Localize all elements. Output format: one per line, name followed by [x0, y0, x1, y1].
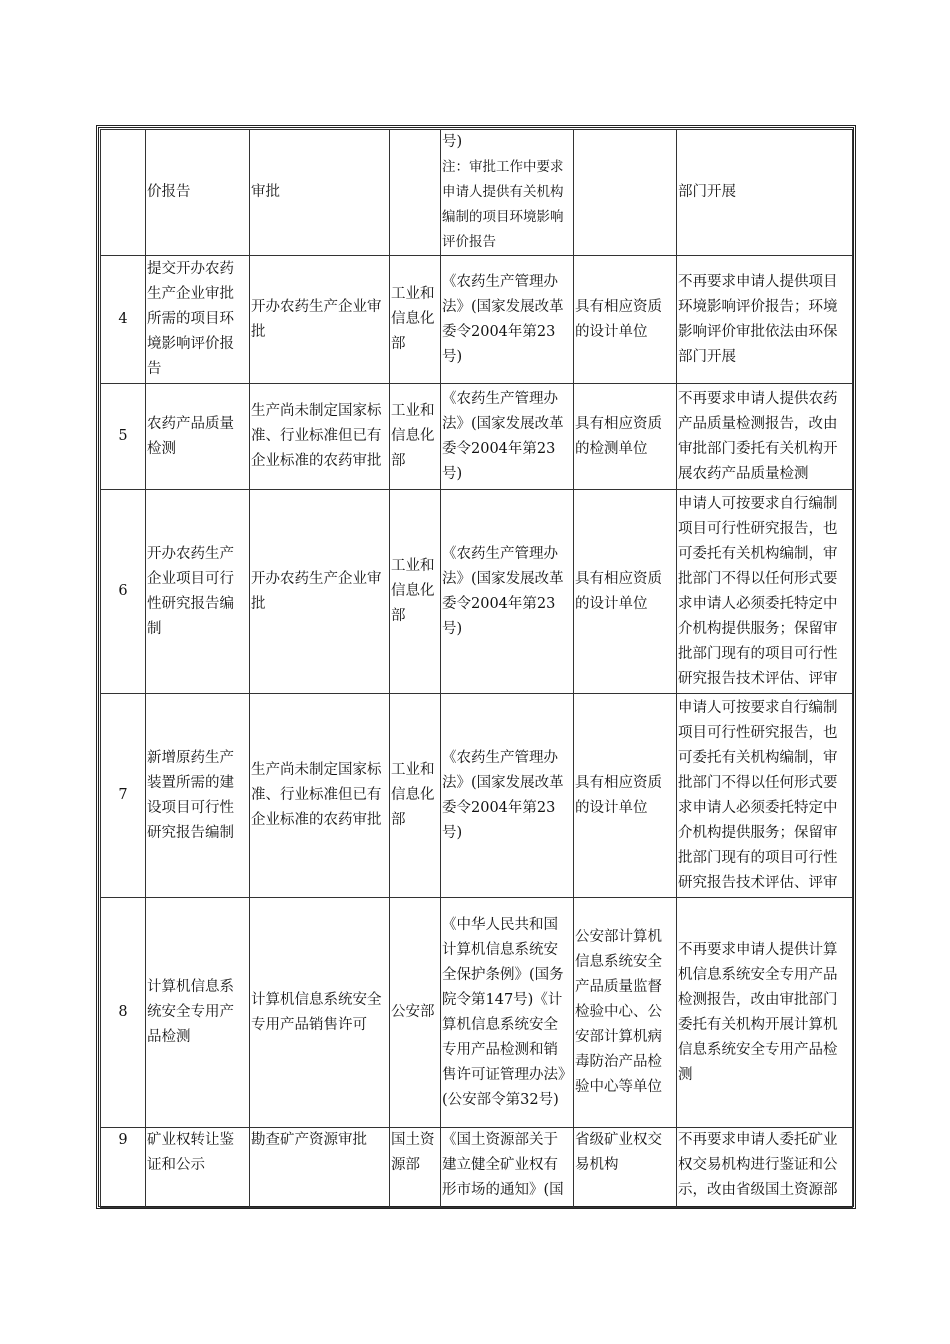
basis-cell: 《中华人民共和国计算机信息系统安全保护条例》(国务院令第147号)《计算机信息系统安全专用产品检测和销售许可证管理办法》(公安部令第32号) — [441, 898, 574, 1128]
item-cell: 农药产品质量检测 — [146, 384, 250, 490]
row-number: 7 — [101, 694, 146, 898]
approval-cell: 生产尚未制定国家标准、行业标准但已有企业标准的农药审批 — [250, 384, 390, 490]
item-cell: 开办农药生产企业项目可行性研究报告编制 — [146, 490, 250, 694]
org-cell: 具有相应资质的检测单位 — [574, 384, 677, 490]
measure-cell: 申请人可按要求自行编制项目可行性研究报告，也可委托有关机构编制，审批部门不得以任何形式要求申请人必须委托特定中介机构提供服务；保留审批部门现有的项目可行性研究报告技术评估、评审 — [677, 490, 853, 694]
measure-cell: 申请人可按要求自行编制项目可行性研究报告，也可委托有关机构编制，审批部门不得以任何形式要求申请人必须委托特定中介机构提供服务；保留审批部门现有的项目可行性研究报告技术评估、评审 — [677, 694, 853, 898]
item-cell: 矿业权转让鉴证和公示 — [146, 1128, 250, 1208]
dept-cell: 公安部 — [390, 898, 441, 1128]
dept-cell: 工业和信息化部 — [390, 384, 441, 490]
table-row — [101, 1128, 853, 1208]
org-cell: 省级矿业权交易机构 — [574, 1128, 677, 1208]
table-row — [101, 130, 853, 256]
measure-cell: 不再要求申请人委托矿业权交易机构进行鉴证和公示，改由省级国土资源部 — [677, 1128, 853, 1208]
table-row — [101, 384, 853, 490]
measure-cell: 不再要求申请人提供项目环境影响评价报告；环境影响评价审批依法由环保部门开展 — [677, 256, 853, 384]
approval-cell: 开办农药生产企业审批 — [250, 256, 390, 384]
basis-cell: 《农药生产管理办法》(国家发展改革委令2004年第23号) — [441, 490, 574, 694]
org-cell: 具有相应资质的设计单位 — [574, 490, 677, 694]
table-row — [101, 898, 853, 1128]
approval-cell: 生产尚未制定国家标准、行业标准但已有企业标准的农药审批 — [250, 694, 390, 898]
dept-cell: 工业和信息化部 — [390, 694, 441, 898]
item-cell: 计算机信息系统安全专用产品检测 — [146, 898, 250, 1128]
basis-cell: 《农药生产管理办法》(国家发展改革委令2004年第23号) — [441, 384, 574, 490]
row-number: 9 — [101, 1128, 146, 1208]
org-cell: 具有相应资质的设计单位 — [574, 256, 677, 384]
measure-cell: 不再要求申请人提供农药产品质量检测报告，改由审批部门委托有关机构开展农药产品质量检测 — [677, 384, 853, 490]
dept-cell: 国土资源部 — [390, 1128, 441, 1208]
dept-cell: 工业和信息化部 — [390, 490, 441, 694]
row-number: 8 — [101, 898, 146, 1128]
approval-cell: 开办农药生产企业审批 — [250, 490, 390, 694]
table-row — [101, 694, 853, 898]
dept-cell: 工业和信息化部 — [390, 256, 441, 384]
approval-cell: 审批 — [250, 130, 390, 256]
org-cell — [574, 130, 677, 256]
approval-cell: 计算机信息系统安全专用产品销售许可 — [250, 898, 390, 1128]
item-cell: 提交开办农药生产企业审批所需的项目环境影响评价报告 — [146, 256, 250, 384]
basis-text: 号) — [442, 134, 463, 150]
org-cell: 具有相应资质的设计单位 — [574, 694, 677, 898]
approval-cell: 勘查矿产资源审批 — [250, 1128, 390, 1208]
measure-cell: 不再要求申请人提供计算机信息系统安全专用产品检测报告，改由审批部门委托有关机构开展计算机信息系统安全专用产品检测 — [677, 898, 853, 1128]
basis-cell: 《农药生产管理办法》(国家发展改革委令2004年第23号) — [441, 256, 574, 384]
basis-cell — [441, 130, 574, 256]
table-row — [101, 490, 853, 694]
org-cell: 公安部计算机信息系统安全产品质量监督检验中心、公安部计算机病毒防治产品检验中心等单位 — [574, 898, 677, 1128]
basis-cell: 《农药生产管理办法》(国家发展改革委令2004年第23号) — [441, 694, 574, 898]
basis-cell: 《国土资源部关于建立健全矿业权有形市场的通知》(国 — [441, 1128, 574, 1208]
row-number: 5 — [101, 384, 146, 490]
basis-note: 注：审批工作中要求申请人提供有关机构编制的项目环境影响评价报告 — [442, 159, 564, 250]
document-table — [100, 129, 853, 1208]
row-number: 4 — [101, 256, 146, 384]
measure-cell: 部门开展 — [677, 130, 853, 256]
dept-cell — [390, 130, 441, 256]
row-number: 6 — [101, 490, 146, 694]
item-cell: 价报告 — [146, 130, 250, 256]
item-cell: 新增原药生产装置所需的建设项目可行性研究报告编制 — [146, 694, 250, 898]
row-number — [101, 130, 146, 256]
table-row — [101, 256, 853, 384]
